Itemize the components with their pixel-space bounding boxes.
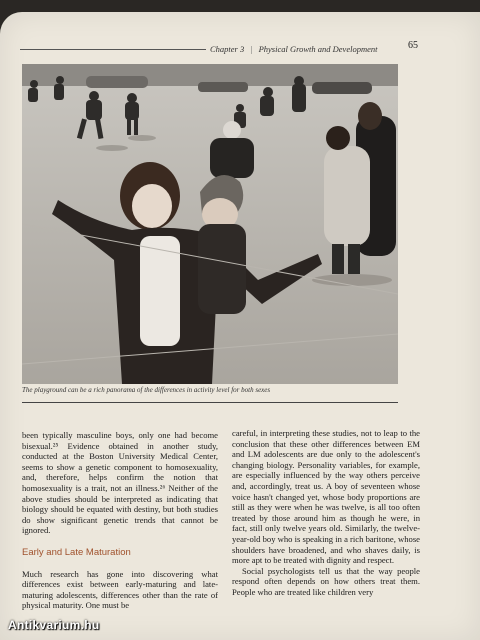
section-heading: Early and Late Maturation: [22, 546, 131, 558]
running-head-separator: |: [250, 44, 253, 54]
book-page: [0, 12, 480, 640]
photograph-icon: [22, 64, 398, 384]
right-paragraph-1: careful, in interpreting these studies, not to leap to the conclusion that these other differences between EM and LM adolescents are due only to the adolescent's changing biology. Personality variables, for example, are especially influenced by the way others perceive and, accordingly, treat us. A boy of seventeen whose voice hasn't changed yet, whose body proportions are still as they were when he was twelve, is all too often treated by those around him as though he were, in fact, still only twelve years old. Similarly, the twelve-year-old boy who is speaking in a rich baritone, whose shoulders have broadened, and who shaves daily, is more apt to be treated with dignity and respect.: [232, 428, 420, 566]
watermark-logo: Antikvarium.hu: [8, 618, 100, 632]
left-column: [22, 430, 218, 611]
playground-photo: [22, 64, 398, 384]
caption-rule: [22, 402, 398, 403]
running-head-title: Physical Growth and Development: [258, 44, 378, 54]
running-head-chapter: Chapter 3: [210, 44, 245, 54]
page-number: 65: [408, 40, 418, 51]
left-paragraph-2: Much research has gone into discovering what differences exist between early-maturing and late-maturing adolescents, differences other than the rate of physical maturity. One must be: [22, 568, 218, 611]
right-column: [232, 428, 420, 598]
right-paragraph-2: Social psychologists tell us that the way people respond often depends on how others treat them. People who are treated like children very: [232, 565, 420, 597]
running-head: [210, 42, 420, 56]
running-head-rule: [20, 49, 206, 50]
photo-caption: The playground can be a rich panorama of the differences in activity level for both sexes: [22, 386, 271, 394]
left-paragraph-1: been typically masculine boys, only one had become bisexual.²⁵ Evidence obtained in another study, conducted at the Boston University Medical Center, seems to show a genetic component to homosexuality, and, therefore, helps confirm the notion that homosexuality is a trait, not an illness.²⁶ Neither of the above studies should be interpreted as indicating that biology should be equated with destiny, but both studies do show significant genetic trends that cannot be ignored.: [22, 430, 218, 536]
